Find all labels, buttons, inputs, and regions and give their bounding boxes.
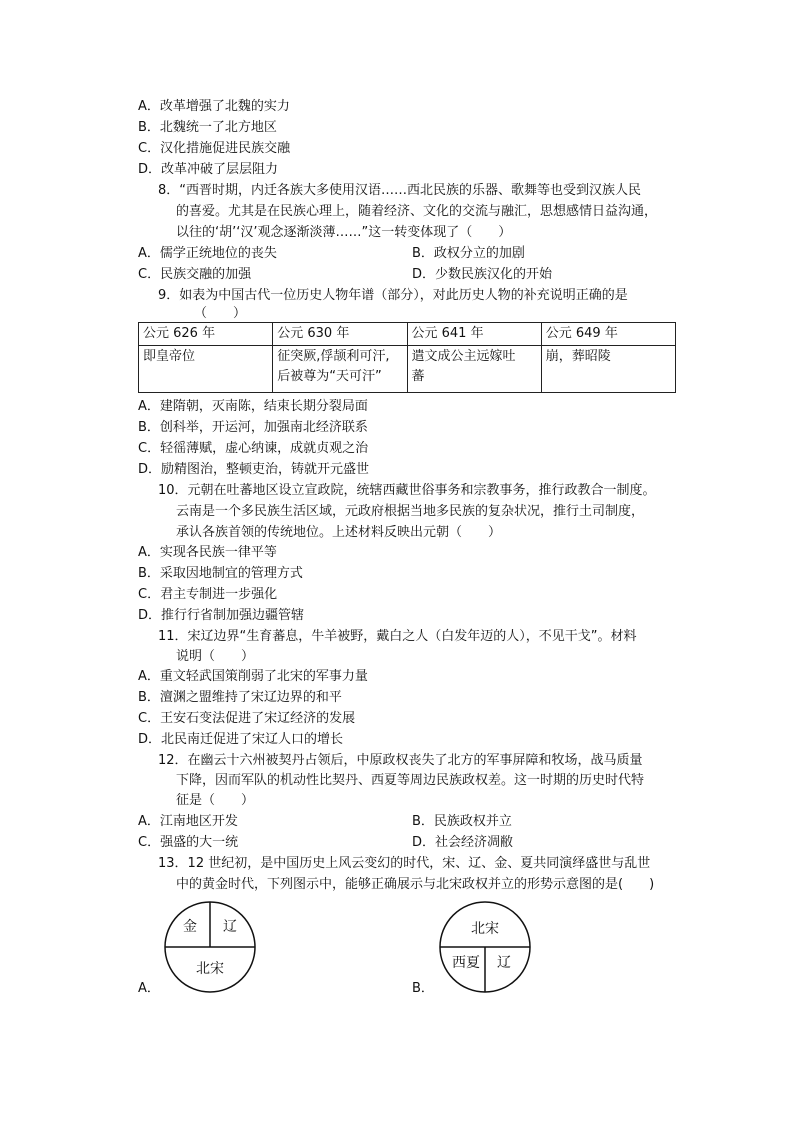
q7-option-a: A．改革增强了北魏的实力 (138, 99, 290, 114)
q10-option-c: C．君主专制进一步强化 (138, 587, 278, 602)
table-cell (273, 346, 407, 393)
q9-option-b: B．创科举，开运河，加强南北经济联系 (138, 420, 368, 435)
q11-stem-line-1: 11．宋辽边界“生育蕃息，牛羊被野，戴白之人（白发年迈的人），不见干戈”。材料 (158, 629, 637, 644)
cell-text: 遣文成公主远嫁吐 (411, 349, 516, 364)
q11-option-b: B．澶渊之盟维持了宋辽边界的和平 (138, 690, 342, 705)
q11-option-d: D．北民南迁促进了宋辽人口的增长 (138, 732, 344, 747)
table-header-row (139, 323, 676, 346)
diagram-b (435, 900, 535, 1000)
q8-stem-line-1: 8．“西晋时期，内迁各族大多使用汉语……西北民族的乐器、歌舞等也受到汉族人民 (158, 183, 642, 198)
q8-stem-line-2: 的喜爱。尤其是在民族心理上，随着经济、文化的交流与融汇，思想感情日益沟通， (176, 204, 658, 219)
cell-text: 征突厥,俘颉利可汗, (277, 349, 390, 364)
q10-option-d: D．推行行省制加强边疆管辖 (138, 608, 305, 623)
q8-option-d: D．少数民族汉化的开始 (412, 267, 553, 282)
table-header-cell: 公元 649 年 (541, 323, 675, 346)
q10-stem-line-1: 10．元朝在吐蕃地区设立宣政院，统辖西藏世俗事务和宗教事务，推行政教合一制度。 (158, 483, 656, 498)
q9-option-d: D．励精图治，整顿吏治，铸就开元盛世 (138, 462, 370, 477)
q11-stem-line-2: 说明（ ） (176, 649, 255, 664)
q12-option-a: A．江南地区开发 (138, 814, 238, 829)
q7-option-d: D．改革冲破了层层阻力 (138, 162, 279, 177)
diagram-b-label-liao: 辽 (497, 955, 511, 971)
q9-stem-line-1: 9．如表为中国古代一位历史人物年谱（部分），对此历史人物的补充说明正确的是 (158, 288, 628, 303)
q9-option-c: C．轻徭薄赋，虚心纳谏，成就贞观之治 (138, 441, 369, 456)
table-row (139, 346, 676, 393)
table-header-cell: 公元 641 年 (407, 323, 541, 346)
q13-stem-line-2: 中的黄金时代，下列图示中，能够正确展示与北宋政权并立的形势示意图的是( ) (176, 877, 655, 892)
q7-option-c: C．汉化措施促进民族交融 (138, 141, 291, 156)
table-cell (541, 346, 675, 393)
q10-option-a: A．实现各民族一律平等 (138, 545, 277, 560)
q9-option-a: A．建隋朝，灭南陈，结束长期分裂局面 (138, 399, 368, 414)
cell-text: 即皇帝位 (143, 349, 196, 364)
diagram-a-option-label: A． (138, 981, 160, 996)
table-header-cell: 公元 626 年 (139, 323, 273, 346)
q12-option-c: C．强盛的大一统 (138, 835, 239, 850)
q10-option-b: B．采取因地制宜的管理方式 (138, 566, 303, 581)
table-cell (139, 346, 273, 393)
q13-stem-line-1: 13．12 世纪初，是中国历史上风云变幻的时代，宋、辽、金、夏共同演绎盛世与乱世 (158, 856, 651, 871)
cell-text: 后被尊为“天可汗” (277, 369, 382, 384)
q9-chronology-table (138, 322, 676, 393)
table-header-cell: 公元 630 年 (273, 323, 407, 346)
q8-option-c: C．民族交融的加强 (138, 267, 252, 282)
q12-stem-line-1: 12．在幽云十六州被契丹占领后，中原政权丧失了北方的军事屏障和牧场，战马质量 (158, 753, 643, 768)
q10-stem-line-2: 云南是一个多民族生活区域，元政府根据当地多民族的复杂状况，推行土司制度， (176, 504, 645, 519)
diagram-a-label-jin: 金 (183, 919, 197, 935)
q8-option-b: B．政权分立的加剧 (412, 246, 525, 261)
q12-option-d: D．社会经济凋敝 (412, 835, 514, 850)
diagram-a-label-liao: 辽 (223, 919, 237, 935)
table-cell (407, 346, 541, 393)
q9-stem-line-2: （ ） (194, 306, 247, 321)
diagram-b-option-label: B． (412, 981, 434, 996)
q8-stem-line-3: 以往的‘胡’‘汉’观念逐渐淡薄……”这一转变体现了（ ） (176, 225, 512, 240)
cell-text: 蕃 (411, 369, 425, 384)
q12-stem-line-2: 下降，因而军队的机动性比契丹、西夏等周边民族政权差。这一时期的历史时代特 (176, 773, 645, 788)
q11-option-c: C．王安石变法促进了宋辽经济的发展 (138, 711, 356, 726)
diagram-b-label-beisong: 北宋 (471, 921, 499, 937)
diagram-a (160, 898, 260, 998)
diagram-b-label-xixia: 西夏 (452, 955, 480, 971)
q10-stem-line-3: 承认各族首领的传统地位。上述材料反映出元朝（ ） (176, 525, 502, 540)
q12-stem-line-3: 征是（ ） (176, 793, 255, 808)
q11-option-a: A．重文轻武国策削弱了北宋的军事力量 (138, 669, 368, 684)
q12-option-b: B．民族政权并立 (412, 814, 512, 829)
q8-option-a: A．儒学正统地位的丧失 (138, 246, 277, 261)
diagram-a-label-beisong: 北宋 (196, 961, 224, 977)
cell-text: 崩，葬昭陵 (545, 349, 611, 364)
q7-option-b: B．北魏统一了北方地区 (138, 120, 277, 135)
